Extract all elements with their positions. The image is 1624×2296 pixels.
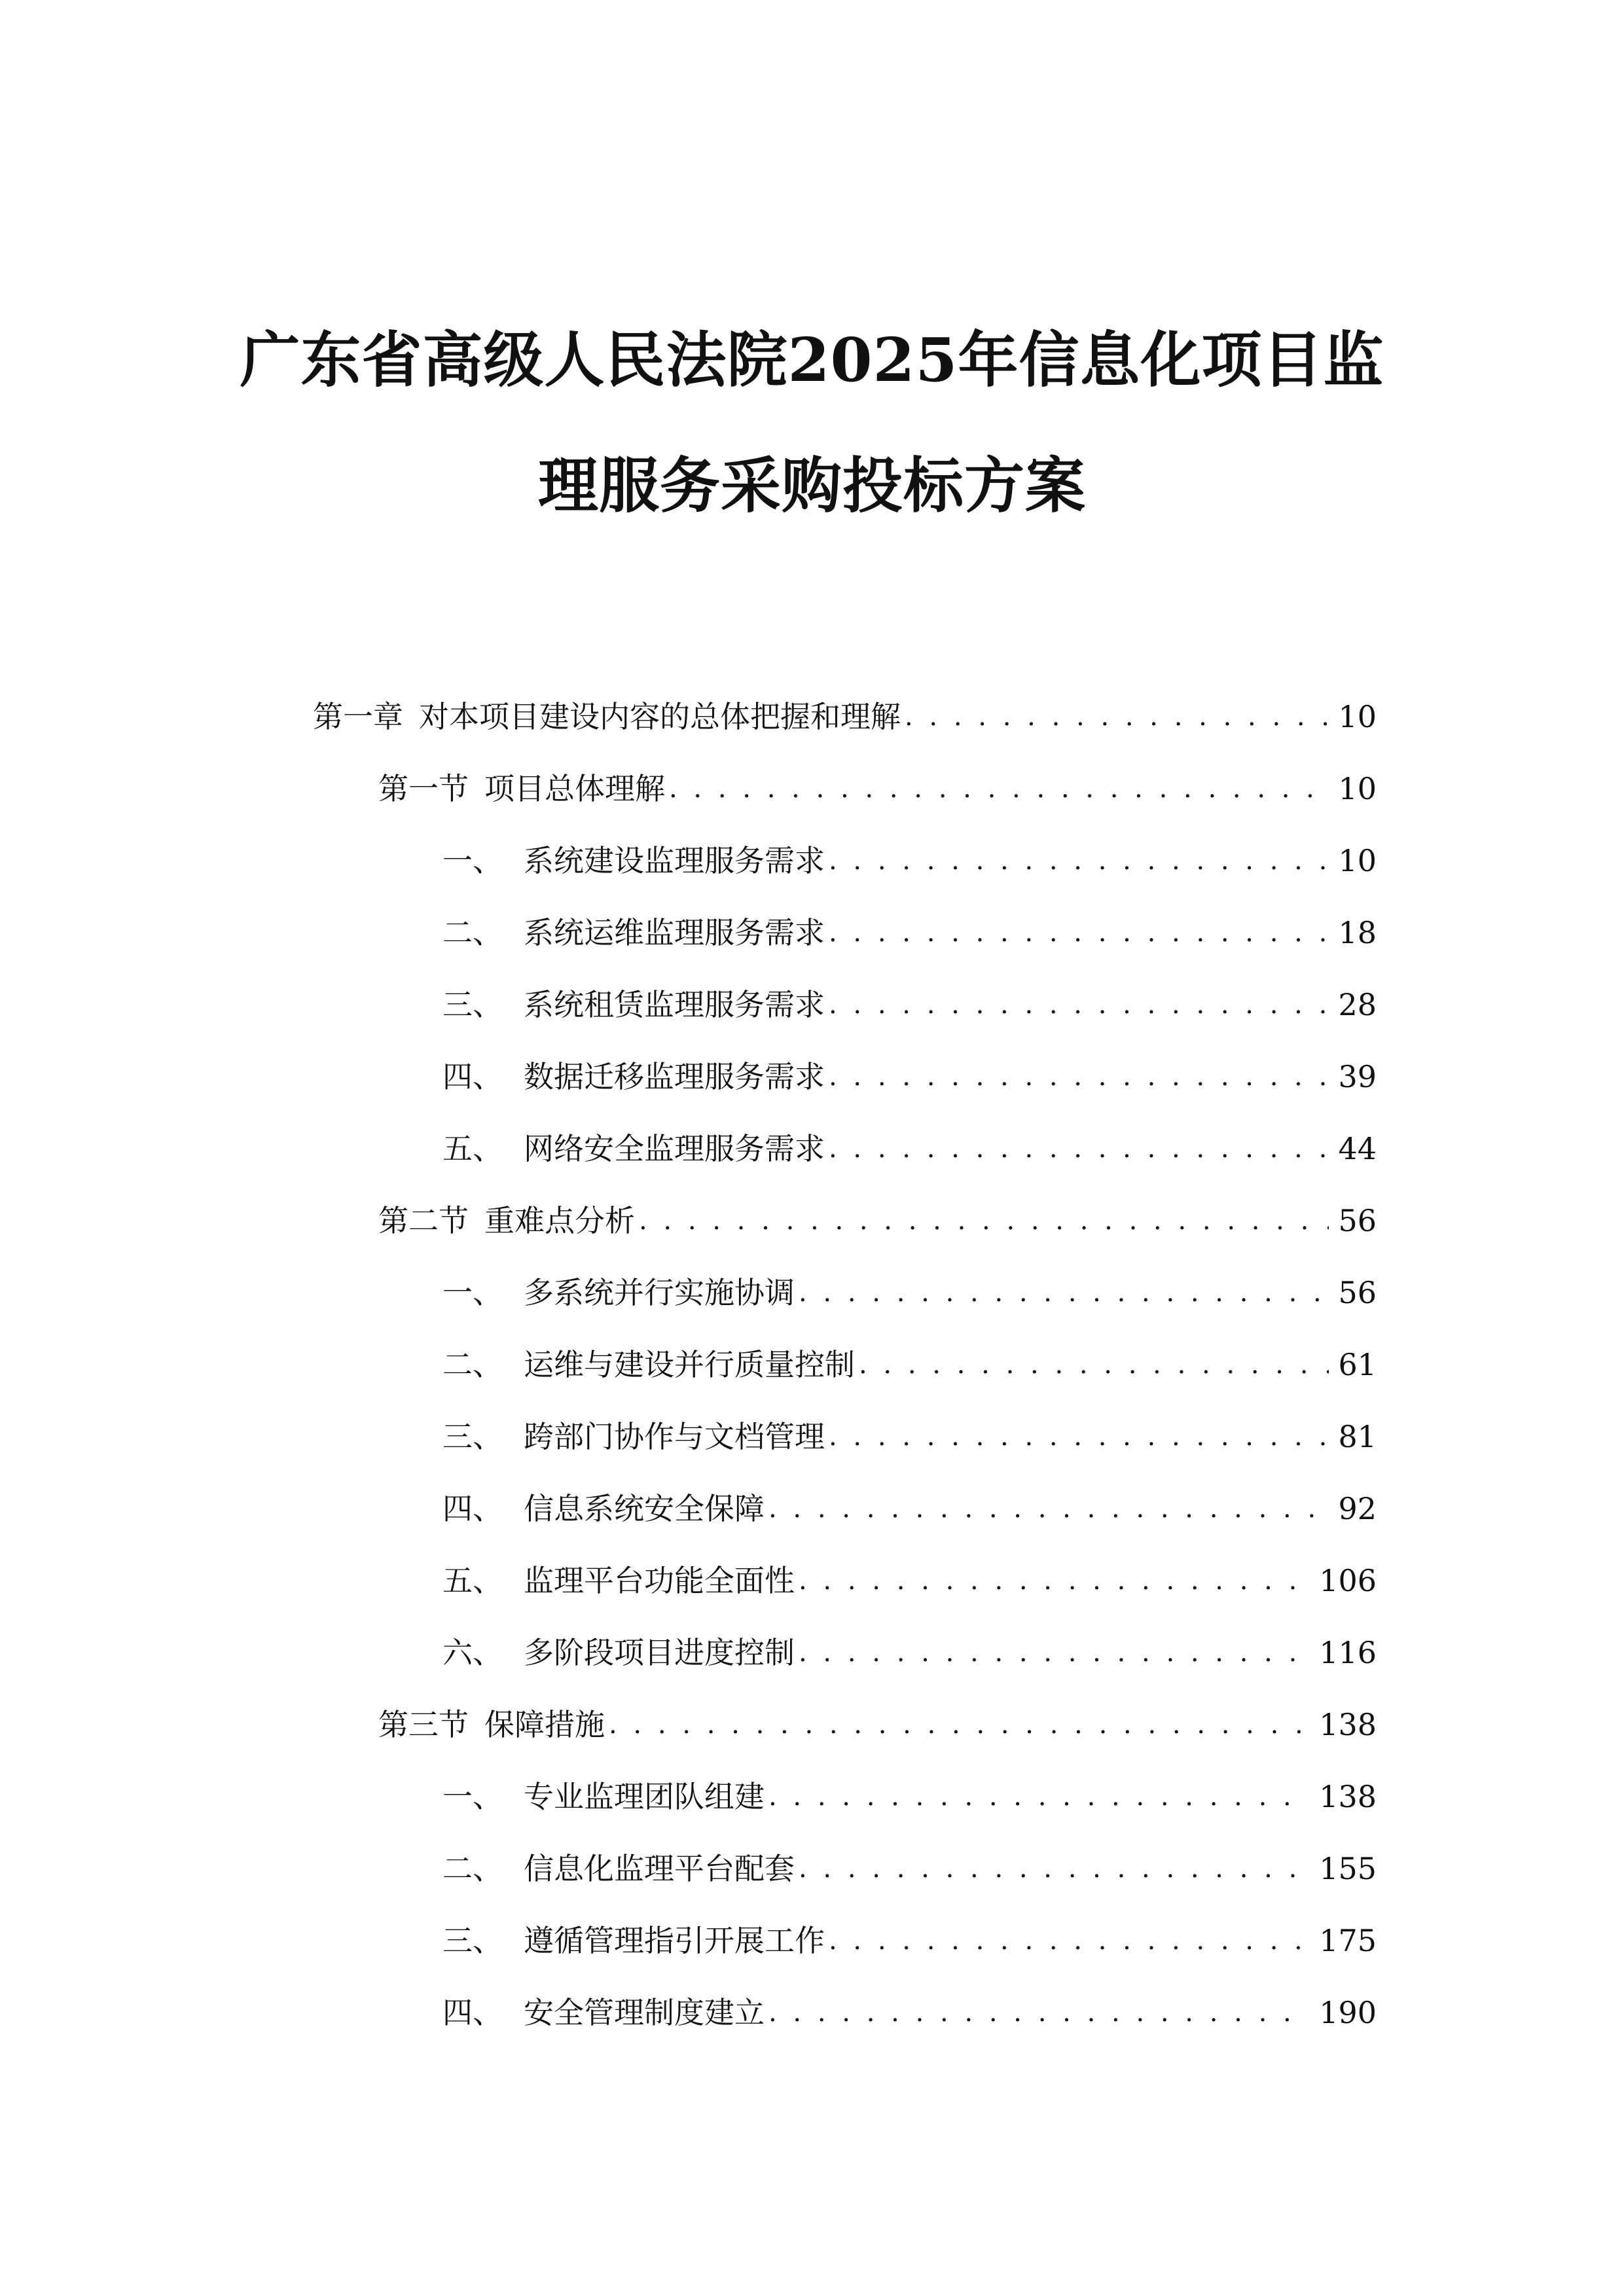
toc-label: 四、	[442, 1995, 503, 2030]
toc-page-number: 10	[1338, 771, 1377, 806]
toc-text: 项目总体理解	[484, 771, 665, 806]
toc-item[interactable]	[442, 1990, 1377, 2036]
toc-page-number: 10	[1338, 699, 1377, 734]
document-title	[0, 325, 1624, 521]
toc-item[interactable]	[442, 1414, 1377, 1460]
toc-page-number: 56	[1338, 1275, 1377, 1310]
toc-dot-leader	[829, 1414, 1329, 1460]
title-line-1: 广东省高级人民法院2025年信息化项目监	[240, 325, 1384, 395]
toc-text: 网络安全监理服务需求	[524, 1131, 825, 1166]
toc-text: 对本项目建设内容的总体把握和理解	[419, 699, 901, 734]
toc-label: 一、	[442, 843, 503, 878]
toc-dot-leader	[609, 1702, 1310, 1748]
toc-label: 第三节	[378, 1707, 469, 1742]
toc-label: 三、	[442, 987, 503, 1022]
toc-item[interactable]	[442, 910, 1377, 956]
toc-dot-leader	[829, 982, 1329, 1028]
toc-label: 四、	[442, 1491, 503, 1526]
toc-text: 信息系统安全保障	[524, 1491, 765, 1526]
toc-page-number: 92	[1338, 1491, 1377, 1526]
toc-page-number: 39	[1338, 1059, 1377, 1094]
toc-section-2[interactable]	[378, 1198, 1377, 1244]
toc-item[interactable]	[442, 1342, 1377, 1388]
toc-label: 六、	[442, 1635, 503, 1670]
toc-page-number: 138	[1319, 1707, 1377, 1742]
toc-item[interactable]	[442, 1774, 1377, 1820]
toc-dot-leader	[669, 766, 1329, 812]
toc-item[interactable]	[442, 1558, 1377, 1604]
title-line-2: 理服务采购投标方案	[537, 450, 1086, 521]
toc-page-number: 81	[1338, 1419, 1377, 1454]
toc-dot-leader	[829, 1054, 1329, 1100]
toc-page-number: 56	[1338, 1203, 1377, 1238]
toc-dot-leader	[829, 838, 1329, 884]
toc-text: 系统建设监理服务需求	[524, 843, 825, 878]
toc-label: 二、	[442, 1851, 503, 1886]
toc-dot-leader	[829, 1918, 1310, 1964]
toc-text: 监理平台功能全面性	[524, 1563, 795, 1598]
toc-text: 运维与建设并行质量控制	[524, 1347, 855, 1382]
toc-item[interactable]	[442, 1270, 1377, 1316]
toc-page-number: 28	[1338, 987, 1377, 1022]
toc-text: 系统运维监理服务需求	[524, 915, 825, 950]
toc-text: 数据迁移监理服务需求	[524, 1059, 825, 1094]
toc-text: 信息化监理平台配套	[524, 1851, 795, 1886]
toc-page-number: 44	[1338, 1131, 1377, 1166]
toc-page-number: 155	[1319, 1851, 1377, 1886]
toc-label: 一、	[442, 1779, 503, 1814]
toc-dot-leader	[768, 1486, 1329, 1532]
toc-page-number: 190	[1319, 1995, 1377, 2030]
toc-dot-leader	[799, 1558, 1310, 1604]
toc-dot-leader	[639, 1198, 1329, 1244]
toc-page-number: 116	[1319, 1635, 1377, 1670]
toc-section-3[interactable]	[378, 1702, 1377, 1748]
toc-dot-leader	[768, 1774, 1310, 1820]
toc-dot-leader	[829, 1126, 1329, 1172]
toc-dot-leader	[799, 1630, 1310, 1676]
toc-label: 一、	[442, 1275, 503, 1310]
toc-item[interactable]	[442, 1630, 1377, 1676]
toc-page-number: 106	[1319, 1563, 1377, 1598]
toc-page-number: 175	[1319, 1923, 1377, 1958]
toc-label: 第一章	[313, 699, 403, 734]
toc-page-number: 61	[1338, 1347, 1377, 1382]
toc-item[interactable]	[442, 1126, 1377, 1172]
toc-item[interactable]	[442, 1918, 1377, 1964]
toc-dot-leader	[905, 694, 1329, 740]
toc-text: 遵循管理指引开展工作	[524, 1923, 825, 1958]
toc-dot-leader	[859, 1342, 1329, 1388]
toc-text: 专业监理团队组建	[524, 1779, 765, 1814]
toc-item[interactable]	[442, 982, 1377, 1028]
toc-label: 四、	[442, 1059, 503, 1094]
toc-dot-leader	[799, 1270, 1329, 1316]
toc-text: 多阶段项目进度控制	[524, 1635, 795, 1670]
toc-label: 第一节	[378, 771, 469, 806]
toc-text: 重难点分析	[484, 1203, 635, 1238]
toc-text: 保障措施	[484, 1707, 605, 1742]
toc-label: 二、	[442, 915, 503, 950]
toc-chapter-1[interactable]	[313, 694, 1377, 740]
toc-label: 第二节	[378, 1203, 469, 1238]
toc-item[interactable]	[442, 1486, 1377, 1532]
toc-item[interactable]	[442, 838, 1377, 884]
toc-text: 系统租赁监理服务需求	[524, 987, 825, 1022]
toc-page-number: 138	[1319, 1779, 1377, 1814]
toc-text: 多系统并行实施协调	[524, 1275, 795, 1310]
toc-label: 五、	[442, 1131, 503, 1166]
toc-section-1[interactable]	[378, 766, 1377, 812]
toc-label: 五、	[442, 1563, 503, 1598]
toc-label: 二、	[442, 1347, 503, 1382]
toc-text: 安全管理制度建立	[524, 1995, 765, 2030]
toc-dot-leader	[799, 1846, 1310, 1892]
toc-dot-leader	[768, 1990, 1310, 2036]
toc-label: 三、	[442, 1419, 503, 1454]
toc-item[interactable]	[442, 1846, 1377, 1892]
toc-label: 三、	[442, 1923, 503, 1958]
toc-page-number: 10	[1338, 843, 1377, 878]
toc-page-number: 18	[1338, 915, 1377, 950]
toc-dot-leader	[829, 910, 1329, 956]
toc-text: 跨部门协作与文档管理	[524, 1419, 825, 1454]
toc-item[interactable]	[442, 1054, 1377, 1100]
